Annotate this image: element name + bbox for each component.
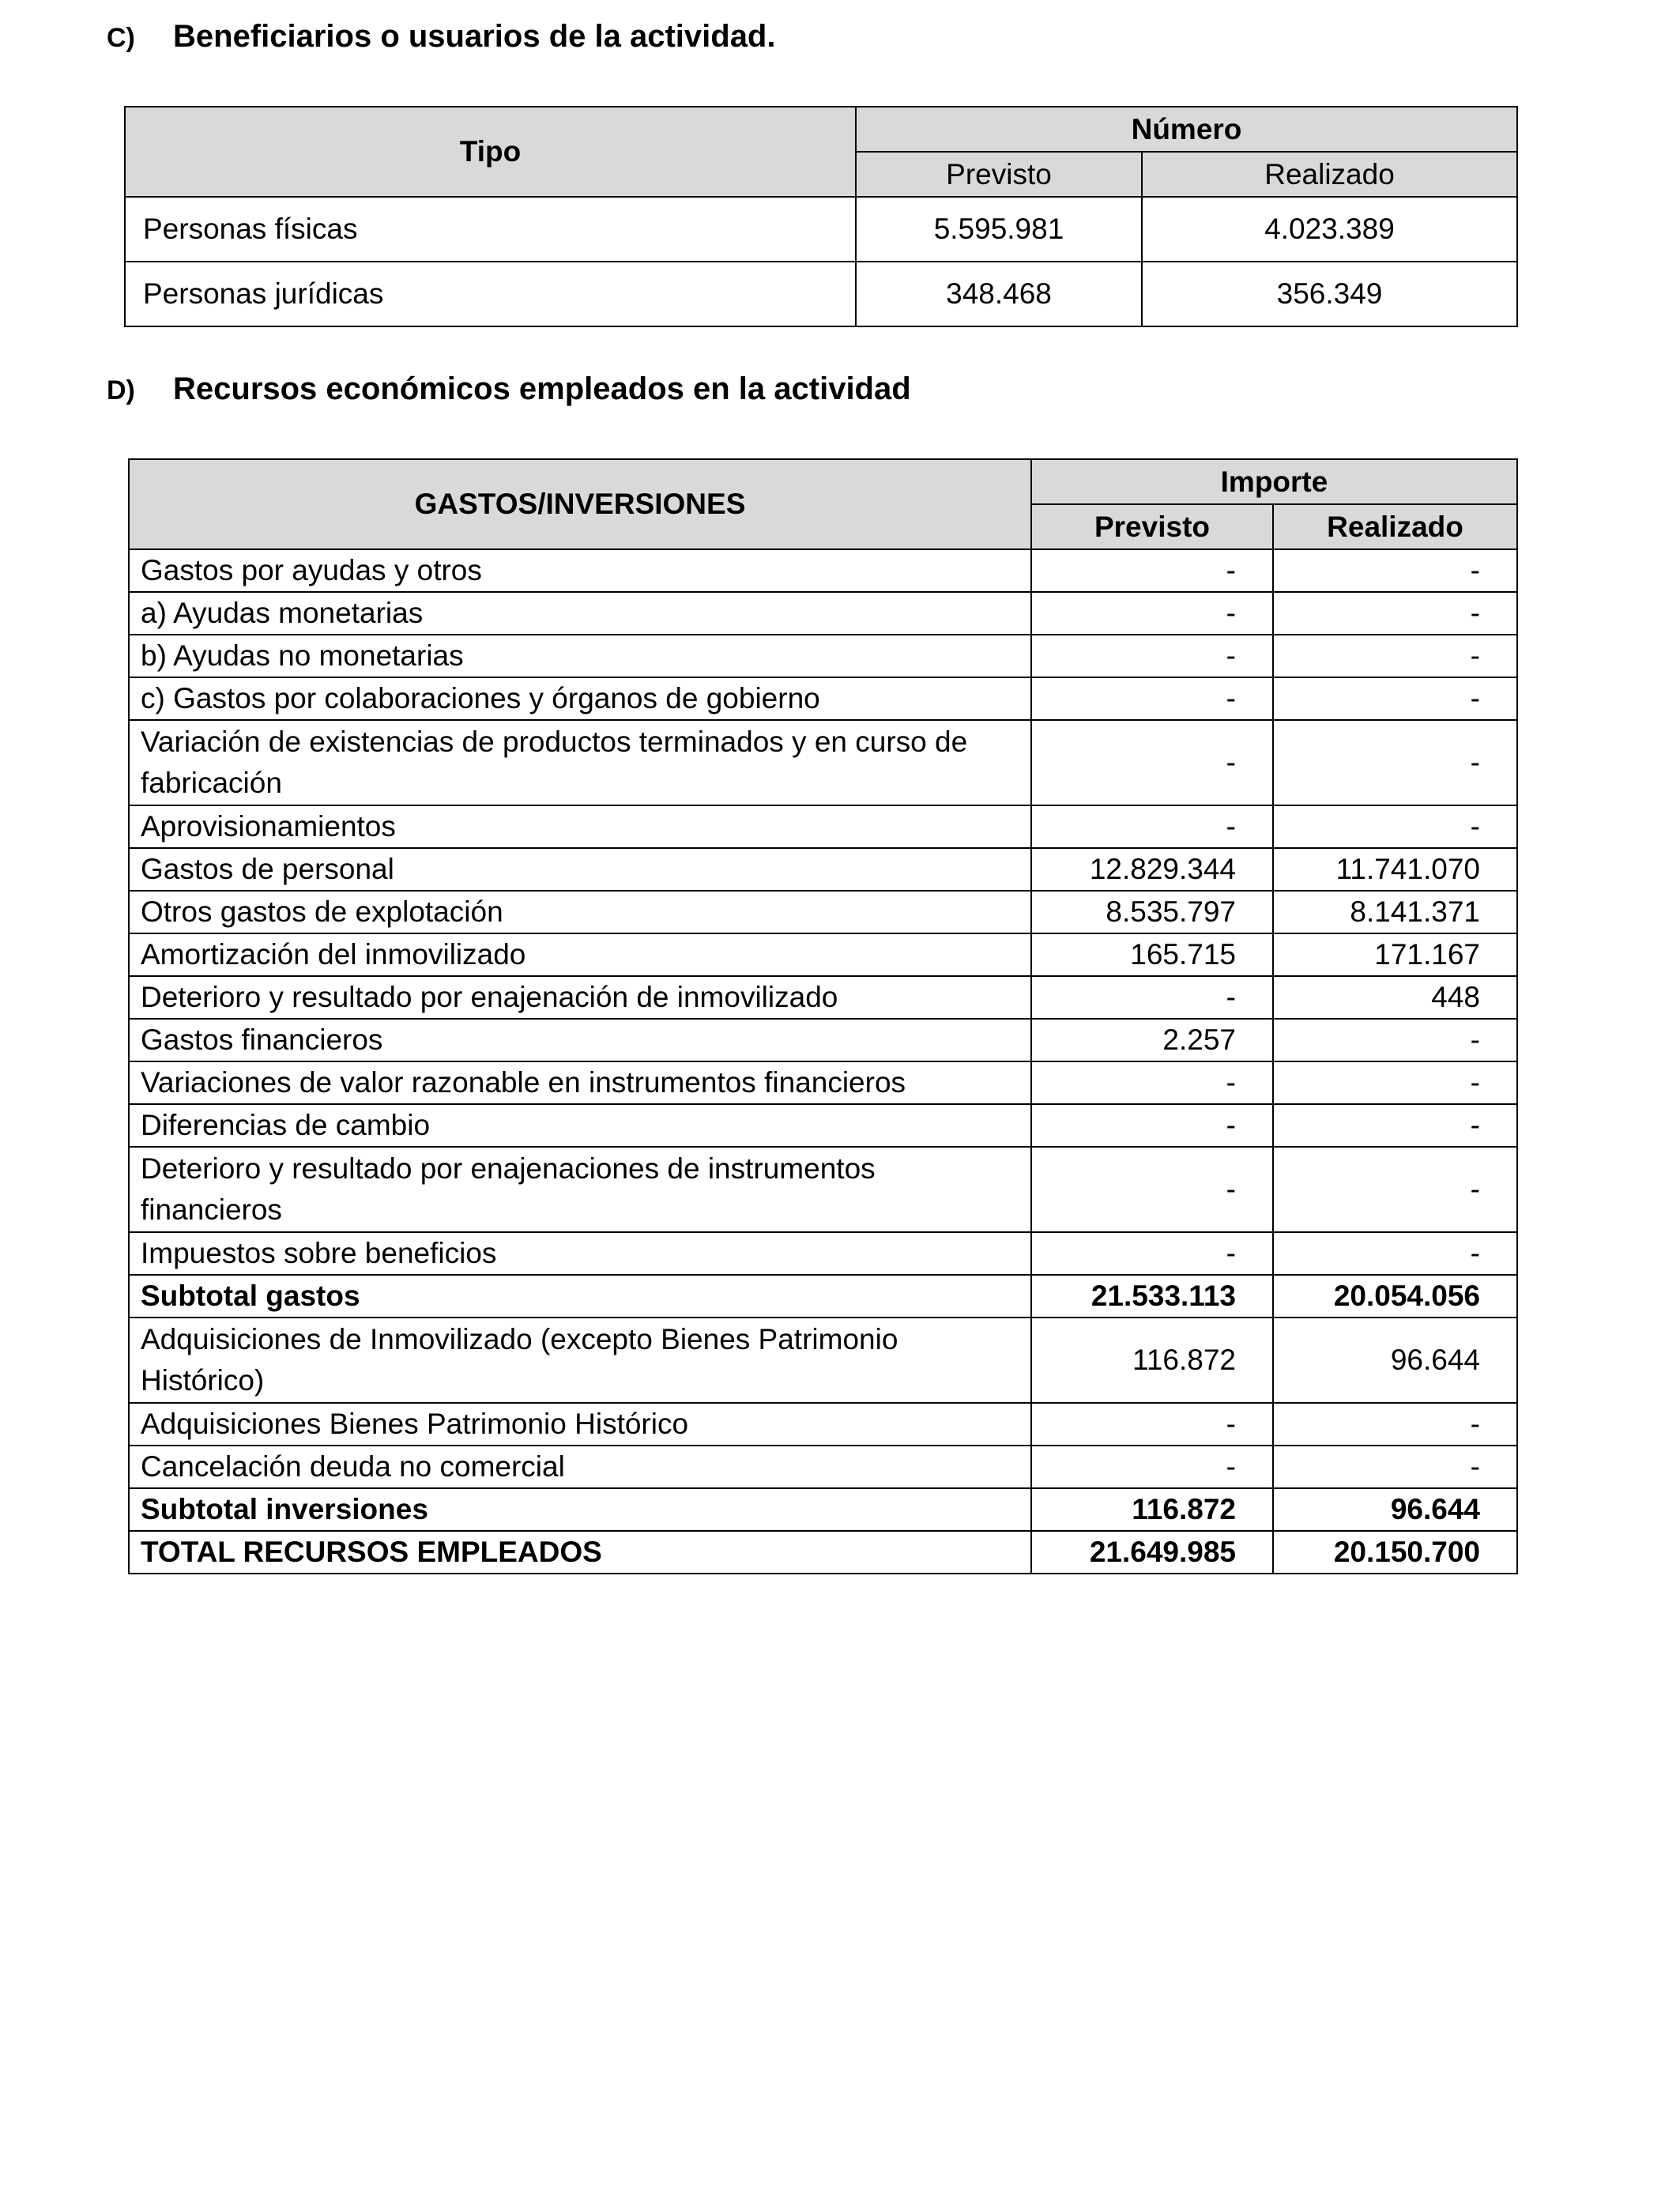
row-label: Deterioro y resultado por enajenaciones de instrumentos financieros bbox=[129, 1147, 1031, 1232]
row-label: Subtotal inversiones bbox=[129, 1488, 1031, 1531]
row-realizado: - bbox=[1273, 805, 1517, 848]
row-realizado: - bbox=[1273, 1019, 1517, 1061]
row-previsto: 165.715 bbox=[1031, 933, 1273, 976]
row-label: Deterioro y resultado por enajenación de inmovilizado bbox=[129, 976, 1031, 1019]
row-realizado: - bbox=[1273, 677, 1517, 720]
section-d-heading bbox=[107, 371, 911, 407]
row-previsto: 8.535.797 bbox=[1031, 891, 1273, 933]
row-previsto: - bbox=[1031, 592, 1273, 635]
row-realizado: - bbox=[1273, 1403, 1517, 1446]
row-realizado: 356.349 bbox=[1142, 262, 1517, 326]
row-label: Subtotal gastos bbox=[129, 1275, 1031, 1318]
row-label: Diferencias de cambio bbox=[129, 1104, 1031, 1147]
row-realizado: 96.644 bbox=[1273, 1318, 1517, 1403]
section-c-heading bbox=[107, 19, 775, 55]
table-row bbox=[125, 262, 1517, 326]
table-row bbox=[129, 720, 1517, 805]
row-realizado: - bbox=[1273, 1446, 1517, 1488]
table-row bbox=[129, 891, 1517, 933]
table-row bbox=[129, 1232, 1517, 1275]
row-label: Aprovisionamientos bbox=[129, 805, 1031, 848]
row-label: Adquisiciones Bienes Patrimonio Histórico bbox=[129, 1403, 1031, 1446]
row-label: c) Gastos por colaboraciones y órganos de gobierno bbox=[129, 677, 1031, 720]
row-realizado: 448 bbox=[1273, 976, 1517, 1019]
row-previsto: - bbox=[1031, 805, 1273, 848]
header-importe: Importe bbox=[1031, 459, 1517, 504]
header-numero: Número bbox=[856, 107, 1517, 152]
row-previsto: - bbox=[1031, 1403, 1273, 1446]
row-label: Variaciones de valor razonable en instrumentos financieros bbox=[129, 1061, 1031, 1104]
row-label: Impuestos sobre beneficios bbox=[129, 1232, 1031, 1275]
row-label: Personas jurídicas bbox=[125, 262, 856, 326]
row-previsto: - bbox=[1031, 1232, 1273, 1275]
row-label: Personas físicas bbox=[125, 197, 856, 262]
resources-table bbox=[128, 458, 1518, 1574]
table-row bbox=[129, 1318, 1517, 1403]
row-label: Gastos de personal bbox=[129, 848, 1031, 891]
row-previsto: - bbox=[1031, 1104, 1273, 1147]
table-row bbox=[129, 1403, 1517, 1446]
row-realizado: 20.054.056 bbox=[1273, 1275, 1517, 1318]
table-row bbox=[129, 848, 1517, 891]
row-previsto: 5.595.981 bbox=[856, 197, 1142, 262]
header-realizado: Realizado bbox=[1142, 152, 1517, 197]
table-row bbox=[129, 549, 1517, 592]
row-previsto: - bbox=[1031, 635, 1273, 677]
row-realizado: - bbox=[1273, 1104, 1517, 1147]
row-label: Gastos por ayudas y otros bbox=[129, 549, 1031, 592]
table-row bbox=[125, 197, 1517, 262]
row-previsto: - bbox=[1031, 976, 1273, 1019]
section-c-letter: C) bbox=[107, 23, 135, 53]
row-previsto: - bbox=[1031, 677, 1273, 720]
row-realizado: - bbox=[1273, 549, 1517, 592]
row-previsto: 348.468 bbox=[856, 262, 1142, 326]
table-row bbox=[129, 933, 1517, 976]
row-realizado: - bbox=[1273, 720, 1517, 805]
header-tipo: Tipo bbox=[125, 107, 856, 197]
beneficiaries-table bbox=[124, 106, 1518, 327]
row-label: a) Ayudas monetarias bbox=[129, 592, 1031, 635]
row-previsto: - bbox=[1031, 1446, 1273, 1488]
row-realizado: - bbox=[1273, 1147, 1517, 1232]
row-previsto: 116.872 bbox=[1031, 1488, 1273, 1531]
row-label: TOTAL RECURSOS EMPLEADOS bbox=[129, 1531, 1031, 1574]
header-previsto: Previsto bbox=[1031, 504, 1273, 549]
row-previsto: 12.829.344 bbox=[1031, 848, 1273, 891]
table-row bbox=[129, 1019, 1517, 1061]
header-realizado: Realizado bbox=[1273, 504, 1517, 549]
total-row bbox=[129, 1275, 1517, 1318]
row-realizado: 96.644 bbox=[1273, 1488, 1517, 1531]
total-row bbox=[129, 1531, 1517, 1574]
header-gastos-inversiones: GASTOS/INVERSIONES bbox=[129, 459, 1031, 549]
row-previsto: 2.257 bbox=[1031, 1019, 1273, 1061]
row-label: Adquisiciones de Inmovilizado (excepto Bienes Patrimonio Histórico) bbox=[129, 1318, 1031, 1403]
table-row bbox=[129, 976, 1517, 1019]
row-previsto: 21.533.113 bbox=[1031, 1275, 1273, 1318]
total-row bbox=[129, 1488, 1517, 1531]
header-previsto: Previsto bbox=[856, 152, 1142, 197]
table-row bbox=[129, 1147, 1517, 1232]
table-row bbox=[129, 592, 1517, 635]
table-row bbox=[129, 677, 1517, 720]
row-previsto: - bbox=[1031, 549, 1273, 592]
section-d-title: Recursos económicos empleados en la actividad bbox=[173, 371, 911, 406]
table-row bbox=[129, 805, 1517, 848]
row-realizado: - bbox=[1273, 592, 1517, 635]
row-label: b) Ayudas no monetarias bbox=[129, 635, 1031, 677]
row-realizado: - bbox=[1273, 635, 1517, 677]
row-label: Amortización del inmovilizado bbox=[129, 933, 1031, 976]
table-row bbox=[129, 1104, 1517, 1147]
row-realizado: 20.150.700 bbox=[1273, 1531, 1517, 1574]
row-label: Gastos financieros bbox=[129, 1019, 1031, 1061]
table-row bbox=[129, 1446, 1517, 1488]
row-realizado: 4.023.389 bbox=[1142, 197, 1517, 262]
table-row bbox=[129, 1061, 1517, 1104]
section-c-title: Beneficiarios o usuarios de la actividad. bbox=[173, 19, 776, 54]
row-realizado: 11.741.070 bbox=[1273, 848, 1517, 891]
row-label: Otros gastos de explotación bbox=[129, 891, 1031, 933]
row-previsto: - bbox=[1031, 720, 1273, 805]
row-realizado: - bbox=[1273, 1061, 1517, 1104]
table-row bbox=[129, 635, 1517, 677]
section-d-letter: D) bbox=[107, 375, 135, 405]
row-previsto: 116.872 bbox=[1031, 1318, 1273, 1403]
row-realizado: 171.167 bbox=[1273, 933, 1517, 976]
row-previsto: - bbox=[1031, 1061, 1273, 1104]
row-previsto: 21.649.985 bbox=[1031, 1531, 1273, 1574]
row-label: Cancelación deuda no comercial bbox=[129, 1446, 1031, 1488]
row-realizado: 8.141.371 bbox=[1273, 891, 1517, 933]
row-realizado: - bbox=[1273, 1232, 1517, 1275]
row-previsto: - bbox=[1031, 1147, 1273, 1232]
row-label: Variación de existencias de productos terminados y en curso de fabricación bbox=[129, 720, 1031, 805]
